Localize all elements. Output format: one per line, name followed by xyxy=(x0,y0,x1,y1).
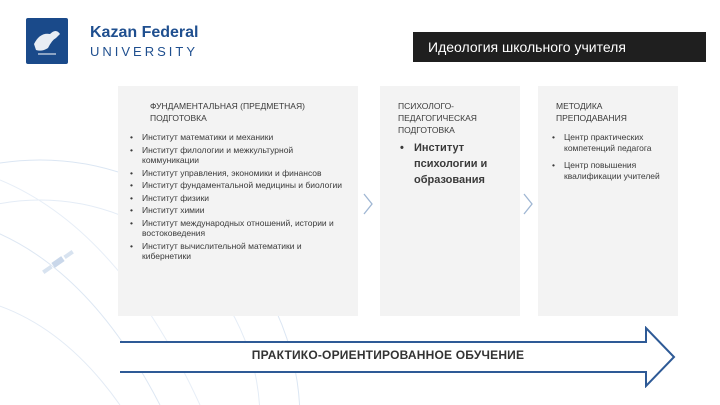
list-item: • Институт управления, экономики и финансов xyxy=(128,168,348,179)
list-item: • Институт вычислительной математики и кибернетики xyxy=(128,241,348,262)
panel-heading: МЕТОДИКА ПРЕПОДАВАНИЯ xyxy=(556,101,627,123)
institute-list xyxy=(398,140,508,188)
brand-name: Kazan Federal xyxy=(90,24,199,41)
kfu-logo xyxy=(26,18,68,64)
list-item: • Центр повышения квалификации учителей xyxy=(550,160,668,182)
list-item: • Институт филологии и межкультурной коммуникации xyxy=(128,145,348,166)
list-item: • Институт физики xyxy=(128,193,348,204)
list-item: • Институт химии xyxy=(128,205,348,216)
panel-teaching-methods xyxy=(538,86,678,316)
panel-subject-training xyxy=(118,86,358,316)
center-list xyxy=(550,132,668,182)
list-item: • Институт математики и механики xyxy=(128,132,348,143)
brand-subtitle: UNIVERSITY xyxy=(90,44,199,59)
snow-leopard-emblem-icon xyxy=(26,18,68,64)
list-item: • Институт фундаментальной медицины и биологии xyxy=(128,180,348,191)
slide-title: Идеология школьного учителя xyxy=(410,32,706,62)
chevron-right-icon xyxy=(362,193,374,215)
list-item: • Институт международных отношений, истории и востоковедения xyxy=(128,218,348,239)
panel-psych-training xyxy=(380,86,520,316)
panel-heading: ФУНДАМЕНТАЛЬНАЯ (ПРЕДМЕТНАЯ) ПОДГОТОВКА xyxy=(150,101,305,123)
title-accent-bar xyxy=(410,32,413,62)
list-item: • Институт психологии и образования xyxy=(398,140,508,188)
practice-arrow-label: ПРАКТИКО-ОРИЕНТИРОВАННОЕ ОБУЧЕНИЕ xyxy=(251,348,525,362)
panel-heading: ПСИХОЛОГО-ПЕДАГОГИЧЕСКАЯ ПОДГОТОВКА xyxy=(398,101,477,135)
list-item: • Центр практических компетенций педагога xyxy=(550,132,668,154)
chevron-right-icon xyxy=(522,193,534,215)
institute-list xyxy=(128,132,348,262)
